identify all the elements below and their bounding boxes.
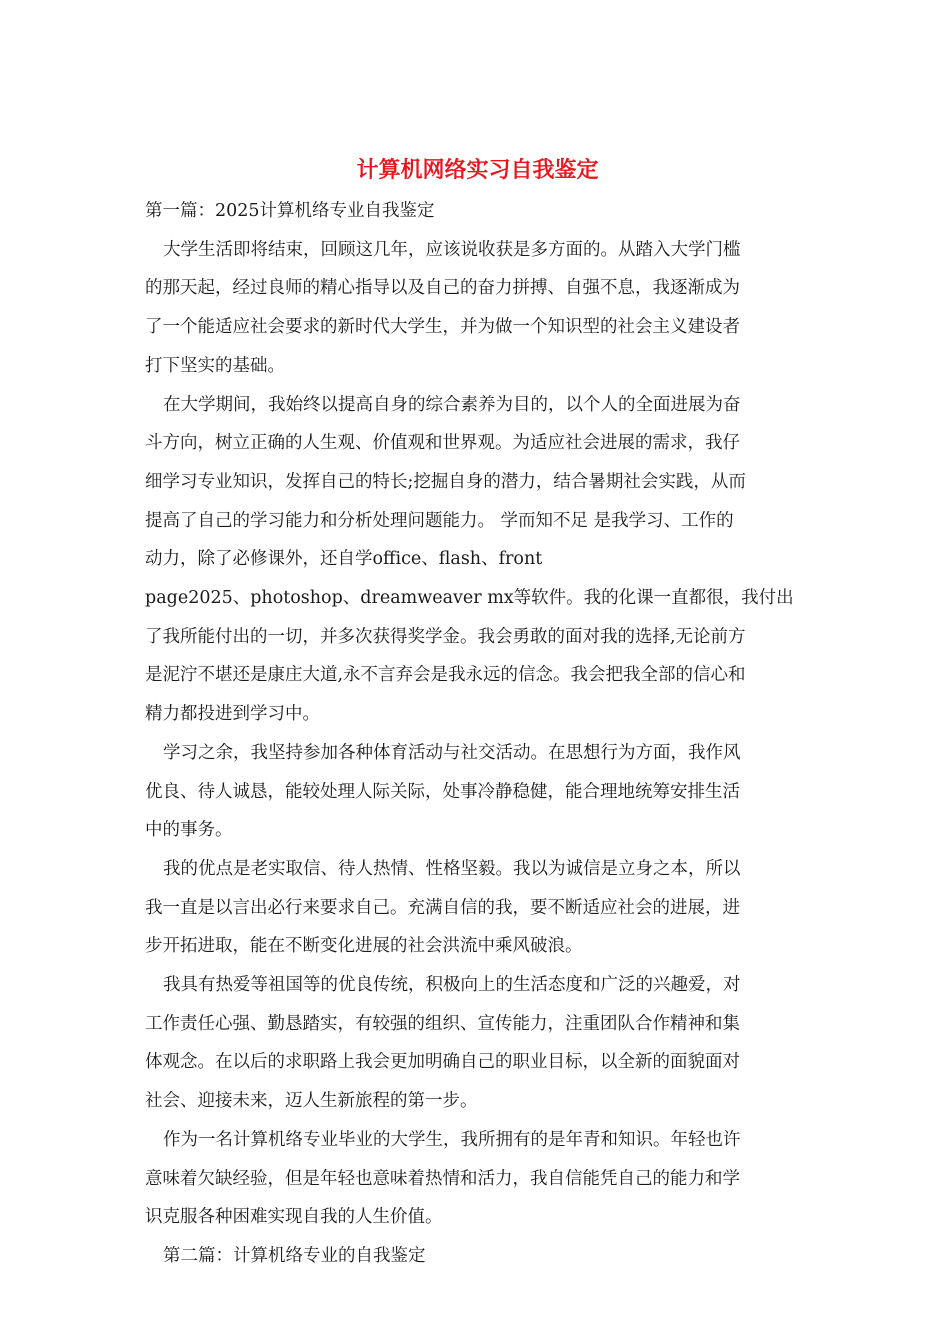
text-line: 提高了自己的学习能力和分析处理问题能力。 学而知不足 是我学习、工作的	[145, 510, 734, 531]
paragraph-1	[145, 231, 810, 386]
text-line: 细学习专业知识，发挥自己的特长;挖掘自身的潜力，结合暑期社会实践，从而	[145, 471, 746, 492]
paragraph-2	[145, 386, 810, 734]
paragraph-4	[145, 850, 810, 966]
text-line: 的那天起，经过良师的精心指导以及自己的奋力拼搏、自强不息，我逐渐成为	[145, 278, 740, 299]
section-heading-1: 第一篇：2025计算机络专业自我鉴定	[145, 201, 435, 221]
text-line: 大学生活即将结束，回顾这几年，应该说收获是多方面的。从踏入大学门槛	[163, 239, 741, 260]
text-line: 我具有热爱等祖国等的优良传统，积极向上的生活态度和广泛的兴趣爱，对	[163, 975, 741, 996]
paragraph-3	[145, 734, 810, 850]
text-line: 社会、迎接未来，迈人生新旅程的第一步。	[145, 1091, 478, 1112]
paragraph-6	[145, 1121, 810, 1237]
text-line: 体观念。在以后的求职路上我会更加明确自己的职业目标，以全新的面貌面对	[145, 1052, 740, 1073]
text-line: 精力都投进到学习中。	[145, 704, 320, 725]
text-line: 优良、待人诚恳，能较处理人际关际，处事冷静稳健，能合理地统筹安排生活	[145, 781, 740, 802]
text-line: 学习之余，我坚持参加各种体育活动与社交活动。在思想行为方面，我作风	[163, 742, 741, 763]
text-line: 工作责任心强、勤恳踏实，有较强的组织、宣传能力，注重团队合作精神和集	[145, 1013, 740, 1034]
text-line: 动力，除了必修课外，还自学office、flash、front	[145, 549, 543, 570]
text-line: 步开拓进取，能在不断变化进展的社会洪流中乘风破浪。	[145, 936, 583, 957]
text-line: 识克服各种困难实现自我的人生价值。	[145, 1207, 443, 1228]
text-line: 是泥泞不堪还是康庄大道,永不言弃会是我永远的信念。我会把我全部的信心和	[145, 665, 746, 686]
text-line: page2025、photoshop、dreamweaver mx等软件。我的化课一直都很，我付出	[145, 588, 794, 609]
text-line: 我一直是以言出必行来要求自己。充满自信的我，要不断适应社会的进展，进	[145, 897, 740, 918]
text-line: 意味着欠缺经验，但是年轻也意味着热情和活力，我自信能凭自己的能力和学	[145, 1168, 740, 1189]
text-line: 在大学期间，我始终以提高自身的综合素养为目的，以个人的全面进展为奋	[163, 394, 741, 415]
text-line: 打下坚实的基础。	[145, 355, 285, 376]
text-line: 了我所能付出的一切，并多次获得奖学金。我会勇敢的面对我的选择,无论前方	[145, 626, 746, 647]
document-body	[145, 148, 810, 1276]
paragraph-5	[145, 966, 810, 1121]
section-heading-2: 第二篇：计算机络专业的自我鉴定	[163, 1245, 426, 1266]
document-title: 计算机网络实习自我鉴定	[356, 157, 599, 183]
text-line: 作为一名计算机络专业毕业的大学生，我所拥有的是年青和知识。年轻也许	[163, 1129, 741, 1150]
text-line: 斗方向，树立正确的人生观、价值观和世界观。为适应社会进展的需求，我仔	[145, 433, 740, 454]
text-line: 中的事务。	[145, 820, 233, 841]
text-line: 我的优点是老实取信、待人热情、性格坚毅。我以为诚信是立身之本，所以	[163, 858, 741, 879]
text-line: 了一个能适应社会要求的新时代大学生，并为做一个知识型的社会主义建设者	[145, 317, 740, 338]
